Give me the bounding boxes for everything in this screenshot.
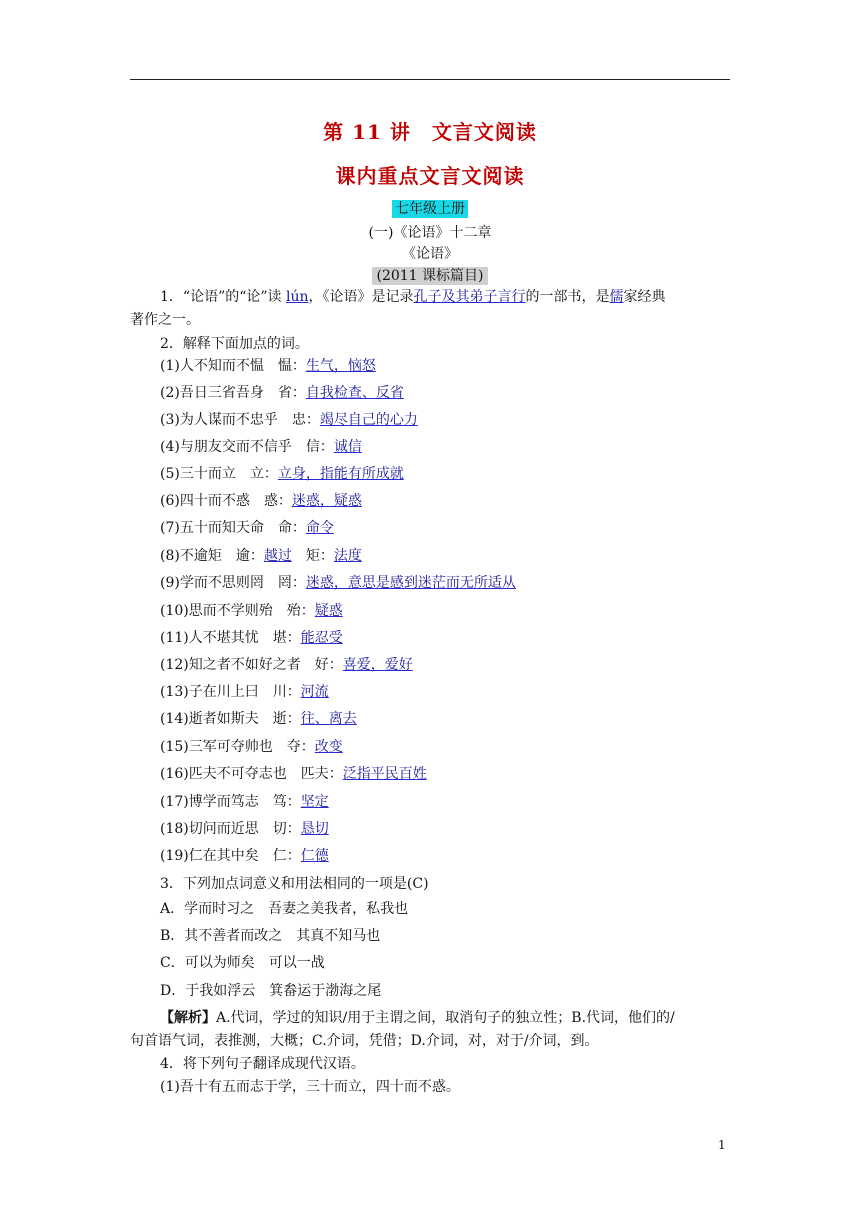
analysis-label: 【解析】 (160, 1010, 216, 1026)
vocab-item: (2)吾日三省吾身 省：自我检查、反省 (160, 385, 404, 401)
question-4-item-1: (1)吾十有五而志于学，三十而立，四十而不惑。 (160, 1079, 460, 1095)
vocab-item: (18)切问而近思 切：恳切 (160, 821, 329, 837)
page-subtitle: 课内重点文言文阅读 (335, 164, 525, 188)
option-d: D．于我如浮云 箕畚运于渤海之尾 (160, 983, 382, 999)
vocab-item: (9)学而不思则罔 罔：迷惑，意思是感到迷茫而无所适从 (160, 575, 516, 591)
header-rule (130, 79, 730, 80)
answer-pinyin: lún (286, 289, 309, 305)
vocab-item: (16)匹夫不可夺志也 匹夫：泛指平民百姓 (160, 766, 427, 782)
vocab-item: (5)三十而立 立：立身，指能有所成就 (160, 466, 404, 482)
vocab-item: (10)思而不学则殆 殆：疑惑 (160, 603, 343, 619)
answer-school: 儒 (609, 289, 624, 305)
page-title: 第 11 讲 文言文阅读 (323, 120, 537, 144)
vocab-item: (12)知之者不如好之者 好：喜爱，爱好 (160, 657, 413, 673)
vocab-item: (11)人不堪其忧 堪：能忍受 (160, 630, 343, 646)
option-c: C．可以为师矣 可以一战 (160, 955, 325, 971)
year-tag (0, 265, 860, 285)
question-1-line-2: 著作之一。 (130, 312, 200, 328)
vocab-item: (4)与朋友交而不信乎 信：诚信 (160, 439, 362, 455)
vocab-item: (15)三军可夺帅也 夺：改变 (160, 739, 343, 755)
vocab-item: (1)人不知而不愠 愠：生气，恼怒 (160, 358, 376, 374)
vocab-item: (7)五十而知天命 命：命令 (160, 520, 334, 536)
year-tag-label: (2011 课标篇目) (372, 267, 487, 285)
vocab-item: (6)四十而不惑 惑：迷惑，疑惑 (160, 493, 362, 509)
vocab-item: (17)博学而笃志 笃：坚定 (160, 794, 329, 810)
option-a: A．学而时习之 吾妻之美我者，私我也 (160, 901, 409, 917)
vocab-item: (3)为人谋而不忠乎 忠：竭尽自己的心力 (160, 412, 418, 428)
page-number: 1 (718, 1138, 726, 1152)
vocab-item: (13)子在川上曰 川：河流 (160, 684, 329, 700)
question-4-heading: 4．将下列句子翻译成现代汉语。 (160, 1056, 365, 1072)
option-b: B．其不善者而改之 其真不知马也 (160, 928, 381, 944)
vocab-item: (19)仁在其中矣 仁：仁德 (160, 848, 329, 864)
section-heading: (一)《论语》十二章 (368, 225, 492, 241)
question-2-heading: 2．解释下面加点的词。 (160, 336, 309, 352)
vocab-item: (8)不逾矩 逾：越过 矩：法度 (160, 548, 362, 564)
analysis-line-2: 句首语气词，表推测，大概；C.介词，凭借；D.介词，对，对于/介词，到。 (130, 1033, 599, 1049)
book-name: 《论语》 (402, 246, 458, 262)
grade-badge (0, 198, 860, 218)
question-1-line-1: 1．“论语”的“论”读 lún，《论语》是记录孔子及其弟子言行的一部书，是儒家经典 (160, 289, 666, 305)
grade-label: 七年级上册 (392, 200, 468, 218)
question-3-heading: 3．下列加点词意义和用法相同的一项是(C) (160, 876, 429, 892)
vocab-item: (14)逝者如斯夫 逝：往、离去 (160, 711, 357, 727)
answer-content: 孔子及其弟子言行 (413, 289, 526, 305)
analysis-line-1: 【解析】A.代词，学过的知识/用于主谓之间，取消句子的独立性；B.代词，他们的/ (160, 1010, 675, 1026)
